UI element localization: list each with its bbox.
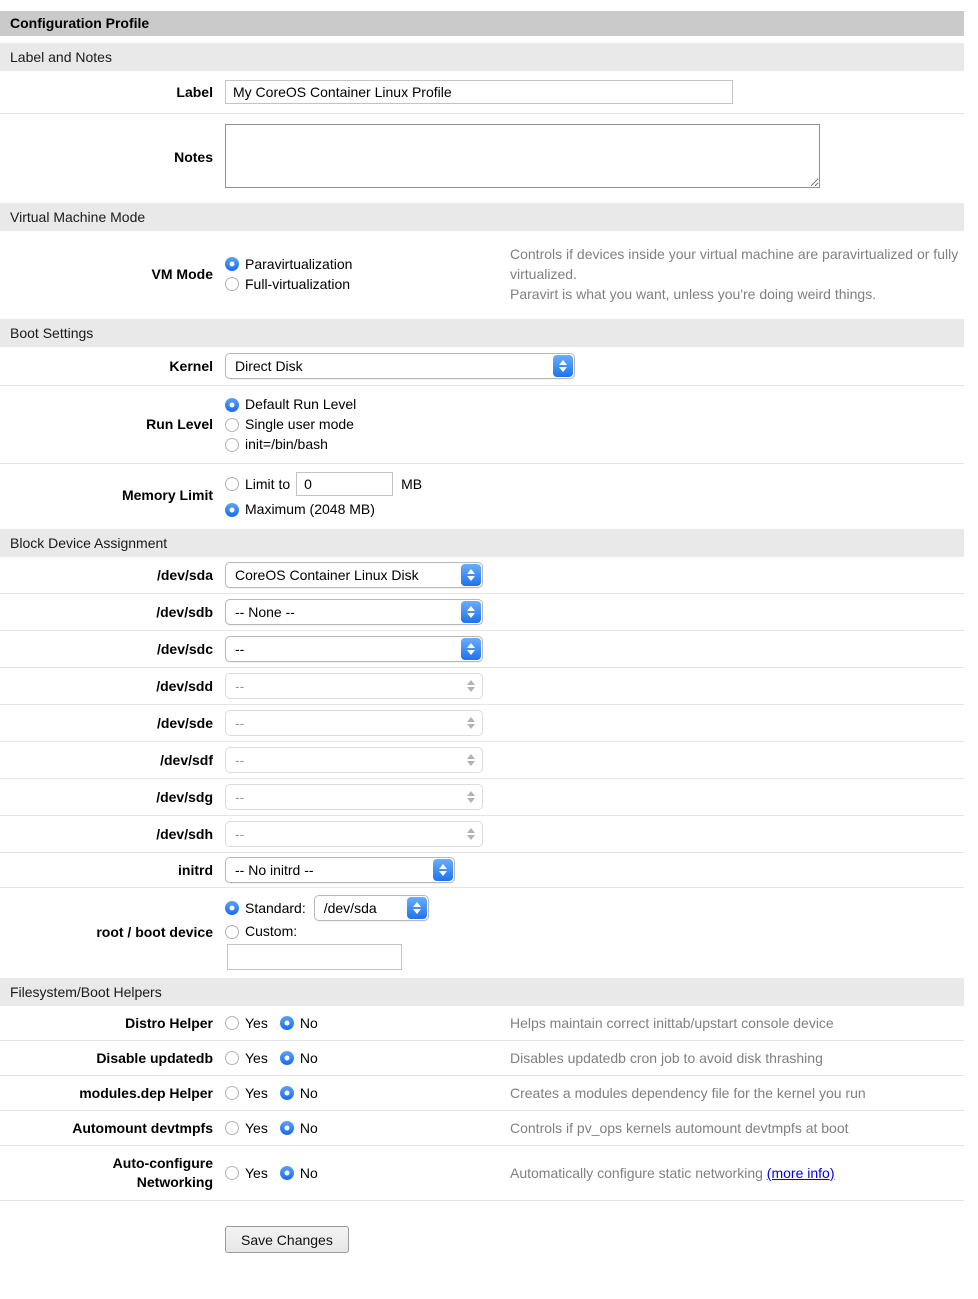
auto-configure-networking-label: Auto-configure Networking — [112, 1155, 213, 1190]
run-level-label: Run Level — [146, 416, 213, 432]
device-sda-select[interactable] — [225, 562, 483, 588]
standard-device-select[interactable] — [314, 895, 429, 921]
radio-single-user-mode[interactable] — [225, 418, 239, 432]
no-label: No — [299, 1120, 318, 1136]
custom-device-input[interactable] — [227, 944, 402, 970]
memory-limit-input[interactable] — [296, 472, 393, 496]
kernel-label: Kernel — [169, 357, 213, 374]
kernel-row — [0, 347, 964, 386]
vm-mode-option-paravirtualization[interactable] — [225, 255, 510, 274]
radio-label: Paravirtualization — [245, 255, 353, 272]
radio-default-run-level[interactable] — [225, 398, 239, 412]
yes-label: Yes — [245, 1085, 268, 1101]
save-changes-button[interactable]: Save Changes — [225, 1226, 349, 1253]
root-boot-device-row — [0, 888, 964, 976]
device-sdh-select-value: -- — [235, 826, 245, 842]
device-sde-select-value: -- — [235, 715, 245, 731]
notes-row — [0, 114, 964, 201]
run-level-option-single-user[interactable] — [225, 415, 510, 434]
block-device-row-sde — [0, 705, 964, 742]
radio-auto-configure-networking-no[interactable] — [280, 1166, 294, 1180]
yes-label: Yes — [245, 1165, 268, 1181]
device-sde-select — [225, 710, 483, 736]
radio-disable-updatedb-yes[interactable] — [225, 1051, 239, 1065]
device-sda-select-value: CoreOS Container Linux Disk — [235, 567, 419, 583]
initrd-select-value: -- No initrd -- — [235, 862, 314, 878]
device-sdg-select — [225, 784, 483, 810]
label-field-label: Label — [176, 83, 213, 100]
radio-label: Full-virtualization — [245, 275, 351, 292]
select-arrows-icon — [461, 749, 481, 771]
radio-modules-dep-no[interactable] — [280, 1086, 294, 1100]
block-device-row-sdc — [0, 631, 964, 668]
label-row — [0, 71, 964, 114]
device-sdf-label: /dev/sdf — [160, 751, 213, 768]
memory-limit-unit: MB — [401, 475, 423, 492]
automount-devtmpfs-help: Controls if pv_ops kernels automount devtmpfs at boot — [510, 1120, 849, 1136]
auto-configure-networking-help — [510, 1163, 964, 1183]
radio-maximum[interactable] — [225, 503, 239, 517]
device-sdb-select[interactable] — [225, 599, 483, 625]
radio-automount-devtmpfs-yes[interactable] — [225, 1121, 239, 1135]
disable-updatedb-label: Disable updatedb — [96, 1049, 213, 1066]
radio-label: init=/bin/bash — [245, 436, 328, 452]
modules-dep-helper-row — [0, 1076, 964, 1111]
device-sdf-select-value: -- — [235, 752, 245, 768]
distro-helper-label: Distro Helper — [125, 1014, 213, 1031]
radio-limit-to[interactable] — [225, 477, 239, 491]
automount-devtmpfs-label: Automount devtmpfs — [72, 1119, 213, 1136]
save-row — [0, 1201, 964, 1269]
run-level-option-default[interactable] — [225, 395, 510, 414]
root-device-option-custom[interactable] — [225, 922, 510, 941]
device-sde-label: /dev/sde — [156, 714, 213, 731]
section-block-device-assignment: Block Device Assignment — [0, 529, 964, 557]
radio-disable-updatedb-no[interactable] — [280, 1051, 294, 1065]
vm-mode-help — [510, 244, 964, 304]
device-sdf-select — [225, 747, 483, 773]
no-label: No — [299, 1050, 318, 1066]
select-arrows-icon — [553, 355, 573, 377]
section-label-and-notes: Label and Notes — [0, 43, 964, 71]
device-sdb-select-value: -- None -- — [235, 604, 295, 620]
block-device-row-sdb — [0, 594, 964, 631]
radio-distro-helper-yes[interactable] — [225, 1016, 239, 1030]
label-input[interactable] — [225, 80, 733, 104]
radio-paravirtualization[interactable] — [225, 257, 239, 271]
initrd-row — [0, 853, 964, 888]
more-info-link[interactable]: (more info) — [766, 1165, 835, 1181]
device-sdg-select-value: -- — [235, 789, 245, 805]
select-arrows-icon — [461, 786, 481, 808]
device-sdd-select-value: -- — [235, 678, 245, 694]
notes-textarea[interactable] — [225, 124, 820, 188]
section-filesystem-boot-helpers: Filesystem/Boot Helpers — [0, 978, 964, 1006]
block-device-row-sda — [0, 557, 964, 594]
standard-device-select-value: /dev/sda — [323, 899, 377, 916]
distro-helper-help: Helps maintain correct inittab/upstart console device — [510, 1015, 834, 1031]
memory-limit-option-maximum[interactable] — [225, 500, 545, 519]
device-sdh-label: /dev/sdh — [156, 825, 213, 842]
block-device-row-sdd — [0, 668, 964, 705]
kernel-select[interactable] — [225, 353, 575, 379]
radio-distro-helper-no[interactable] — [280, 1016, 294, 1030]
device-sdh-select — [225, 821, 483, 847]
vm-mode-help-line-1: Controls if devices inside your virtual machine are paravirtualized or fully virtualized. — [510, 246, 959, 282]
device-sda-label: /dev/sda — [156, 566, 213, 583]
radio-label: Limit to — [245, 475, 291, 492]
device-sdg-label: /dev/sdg — [156, 788, 213, 805]
select-arrows-icon — [461, 638, 481, 660]
radio-label: Default Run Level — [245, 396, 357, 412]
no-label: No — [299, 1015, 318, 1031]
device-sdd-label: /dev/sdd — [156, 677, 213, 694]
block-device-row-sdh — [0, 816, 964, 853]
automount-devtmpfs-row — [0, 1111, 964, 1146]
initrd-label: initrd — [178, 861, 213, 878]
device-sdd-select — [225, 673, 483, 699]
radio-auto-configure-networking-yes[interactable] — [225, 1166, 239, 1180]
radio-full-virtualization[interactable] — [225, 277, 239, 291]
radio-label: Single user mode — [245, 416, 354, 432]
select-arrows-icon — [461, 823, 481, 845]
run-level-option-init-bin-bash[interactable] — [225, 435, 510, 454]
yes-label: Yes — [245, 1050, 268, 1066]
section-virtual-machine-mode: Virtual Machine Mode — [0, 203, 964, 231]
select-arrows-icon — [461, 712, 481, 734]
vm-mode-label: VM Mode — [151, 265, 213, 282]
device-sdc-label: /dev/sdc — [156, 640, 213, 657]
select-arrows-icon — [407, 897, 427, 919]
disable-updatedb-help: Disables updatedb cron job to avoid disk thrashing — [510, 1050, 823, 1066]
memory-limit-row — [0, 464, 964, 527]
block-device-row-sdg — [0, 779, 964, 816]
root-boot-device-label: root / boot device — [96, 923, 213, 940]
run-level-row — [0, 386, 964, 464]
auto-configure-networking-row — [0, 1146, 964, 1201]
no-label: No — [299, 1085, 318, 1101]
block-device-row-sdf — [0, 742, 964, 779]
device-sdb-label: /dev/sdb — [156, 603, 213, 620]
modules-dep-helper-label: modules.dep Helper — [79, 1084, 213, 1101]
distro-helper-row — [0, 1006, 964, 1041]
vm-mode-row — [0, 231, 964, 317]
radio-init-bin-bash[interactable] — [225, 438, 239, 452]
select-arrows-icon — [433, 859, 453, 881]
modules-dep-helper-help: Creates a modules dependency file for the kernel you run — [510, 1085, 866, 1101]
initrd-select[interactable] — [225, 857, 455, 883]
disable-updatedb-row — [0, 1041, 964, 1076]
memory-limit-label: Memory Limit — [121, 487, 213, 503]
vm-mode-option-full-virtualization[interactable] — [225, 275, 510, 294]
radio-automount-devtmpfs-no[interactable] — [280, 1121, 294, 1135]
vm-mode-help-line-2: Paravirt is what you want, unless you're doing weird things. — [510, 286, 877, 302]
yes-label: Yes — [245, 1015, 268, 1031]
root-device-option-standard[interactable] — [225, 895, 510, 921]
radio-label: Custom: — [245, 923, 298, 939]
radio-label: Standard: — [245, 899, 306, 916]
select-arrows-icon — [461, 675, 481, 697]
radio-modules-dep-yes[interactable] — [225, 1086, 239, 1100]
no-label: No — [299, 1165, 318, 1181]
device-sdc-select[interactable] — [225, 636, 483, 662]
radio-custom[interactable] — [225, 925, 239, 939]
select-arrows-icon — [461, 601, 481, 623]
yes-label: Yes — [245, 1120, 268, 1136]
page-title: Configuration Profile — [0, 11, 964, 36]
radio-standard[interactable] — [225, 901, 239, 915]
kernel-select-value: Direct Disk — [235, 358, 303, 374]
radio-label: Maximum (2048 MB) — [245, 501, 375, 517]
help-text: Automatically configure static networking — [510, 1165, 763, 1181]
memory-limit-option-limit-to[interactable] — [225, 472, 545, 496]
notes-field-label: Notes — [174, 149, 213, 165]
device-sdc-select-value: -- — [235, 641, 245, 657]
section-boot-settings: Boot Settings — [0, 319, 964, 347]
select-arrows-icon — [461, 564, 481, 586]
